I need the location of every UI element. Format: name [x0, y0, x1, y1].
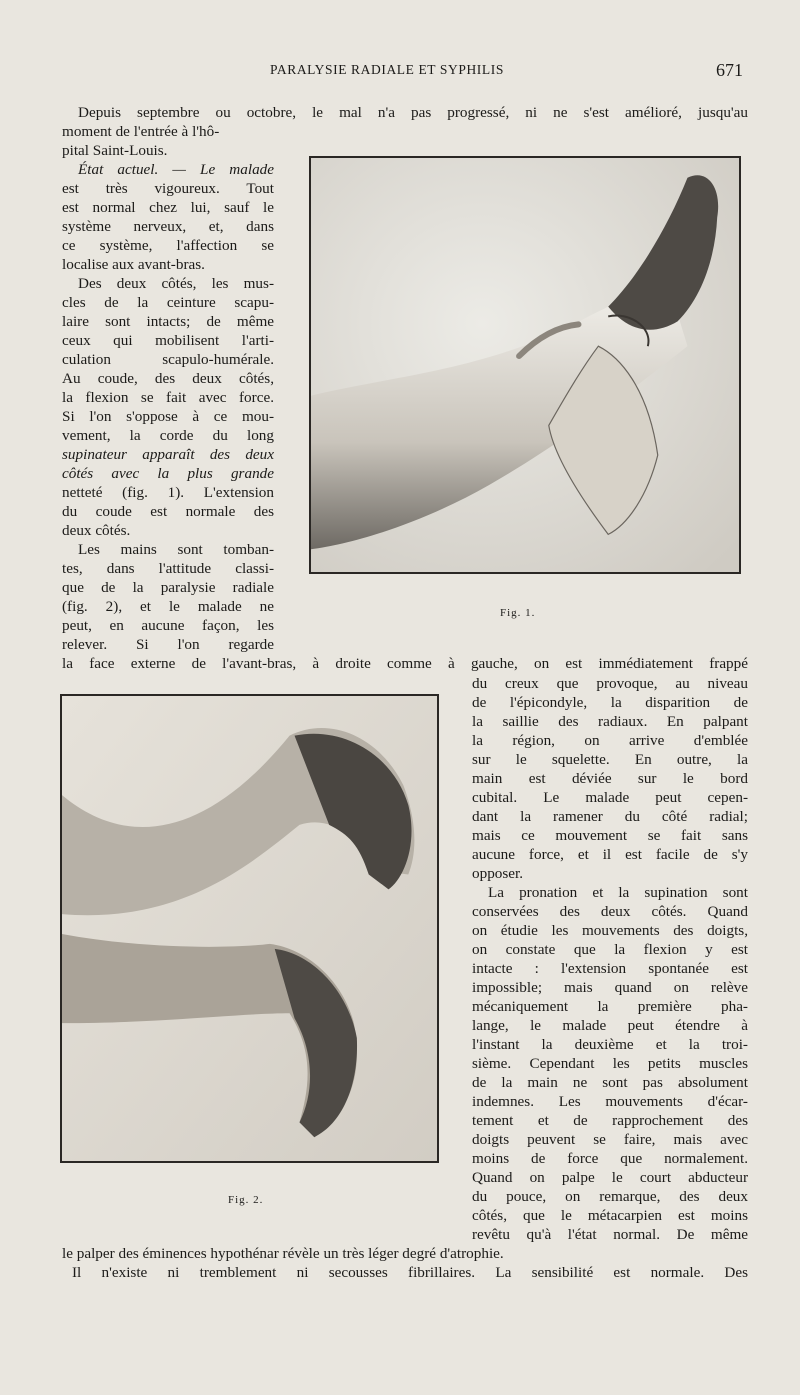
body-line: que de la paralysie radiale [62, 579, 274, 596]
figure-1-caption: Fig. 1. [500, 607, 536, 619]
body-line: aucune force, et il est facile de s'y [472, 846, 748, 863]
body-line: revêtu qu'à l'état normal. De même [472, 1226, 748, 1243]
body-line: le palper des éminences hypothénar révèle un très léger degré d'atrophie. [62, 1245, 504, 1262]
body-line: Si l'on s'oppose à ce mou- [62, 408, 274, 425]
body-line: Quand on palpe le court abducteur [472, 1169, 748, 1186]
drop-hands-illustration [62, 696, 437, 1161]
body-line: tes, dans l'attitude classi- [62, 560, 274, 577]
body-line: côtés avec la plus grande [62, 465, 274, 482]
body-line: impossible; mais quand on relève [472, 979, 748, 996]
figure-2-caption: Fig. 2. [228, 1194, 264, 1206]
body-line: intacte : l'extension spontanée est [472, 960, 748, 977]
body-line: pital Saint-Louis. [62, 142, 168, 159]
body-line: cles de la ceinture scapu- [62, 294, 274, 311]
body-line: opposer. [472, 865, 524, 882]
body-line: Au coude, des deux côtés, [62, 370, 274, 387]
body-line: du creux que provoque, au niveau [472, 675, 748, 692]
body-line: tement et de rapprochement des [472, 1112, 748, 1129]
body-line: Les mains sont tomban- [78, 541, 274, 558]
body-line: mécaniquement la première pha- [472, 998, 748, 1015]
body-line: Il n'existe ni tremblement ni secousses fibrillaires. La sensibilité est normale. Des [72, 1264, 748, 1281]
body-line: est très vigoureux. Tout [62, 180, 274, 197]
body-line: localise aux avant-bras. [62, 256, 205, 273]
body-line: la face externe de l'avant-bras, à droite comme à gauche, on est immédiatement frappé [62, 655, 748, 672]
body-line: ce système, l'affection se [62, 237, 274, 254]
body-line: on constate que la flexion y est [472, 941, 748, 958]
body-line: mais ce mouvement se fait sans [472, 827, 748, 844]
body-line: deux côtés. [62, 522, 131, 539]
body-line: lange, le malade peut étendre à [472, 1017, 748, 1034]
body-line: l'instant la deuxième et la troi- [472, 1036, 748, 1053]
body-line: la saillie des radiaux. En palpant [472, 713, 748, 730]
figure-2-photo [60, 694, 439, 1163]
body-line: moment de l'entrée à l'hô- [62, 123, 220, 140]
body-line: peut, en aucune façon, les [62, 617, 274, 634]
body-line: culation scapulo-humérale. [62, 351, 274, 368]
body-line: sième. Cependant les petits muscles [472, 1055, 748, 1072]
body-line: la flexion se fait avec force. [62, 389, 274, 406]
body-line: La pronation et la supination sont [488, 884, 748, 901]
body-line: du pouce, on remarque, des deux [472, 1188, 748, 1205]
body-line: État actuel. — Le malade [78, 161, 274, 178]
arm-flexed-fist-illustration [311, 158, 739, 572]
page-number: 671 [716, 60, 743, 80]
running-title: PARALYSIE RADIALE ET SYPHILIS [270, 62, 504, 77]
body-line: ceux qui mobilisent l'arti- [62, 332, 274, 349]
body-line: vement, la corde du long [62, 427, 274, 444]
body-line: laire sont intacts; de même [62, 313, 274, 330]
body-line: système nerveux, et, dans [62, 218, 274, 235]
body-line: conservées des deux côtés. Quand [472, 903, 748, 920]
figure-1-photo [309, 156, 741, 574]
body-line: supinateur apparaît des deux [62, 446, 274, 463]
body-line: indemnes. Les mouvements d'écar- [472, 1093, 748, 1110]
body-line: sur le squelette. En outre, la [472, 751, 748, 768]
body-line: netteté (fig. 1). L'extension [62, 484, 274, 501]
body-line: main est déviée sur le bord [472, 770, 748, 787]
body-line: relever. Si l'on regarde [62, 636, 274, 653]
body-line: côtés, que le métacarpien est moins [472, 1207, 748, 1224]
body-line: moins de force que normalement. [472, 1150, 748, 1167]
body-line: on étudie les mouvements des doigts, [472, 922, 748, 939]
body-line: doigts peuvent se faire, mais avec [472, 1131, 748, 1148]
body-line: cubital. Le malade peut cepen- [472, 789, 748, 806]
body-line: du coude est normale des [62, 503, 274, 520]
body-line: de la main ne sont pas absolument [472, 1074, 748, 1091]
body-line: Des deux côtés, les mus- [78, 275, 274, 292]
body-line: dant la ramener du côté radial; [472, 808, 748, 825]
body-line: (fig. 2), et le malade ne [62, 598, 274, 615]
body-line: la région, on arrive d'emblée [472, 732, 748, 749]
body-line: est normal chez lui, sauf le [62, 199, 274, 216]
body-line: de l'épicondyle, la disparition de [472, 694, 748, 711]
body-line: Depuis septembre ou octobre, le mal n'a pas progressé, ni ne s'est amélioré, jusqu'au [78, 104, 748, 121]
